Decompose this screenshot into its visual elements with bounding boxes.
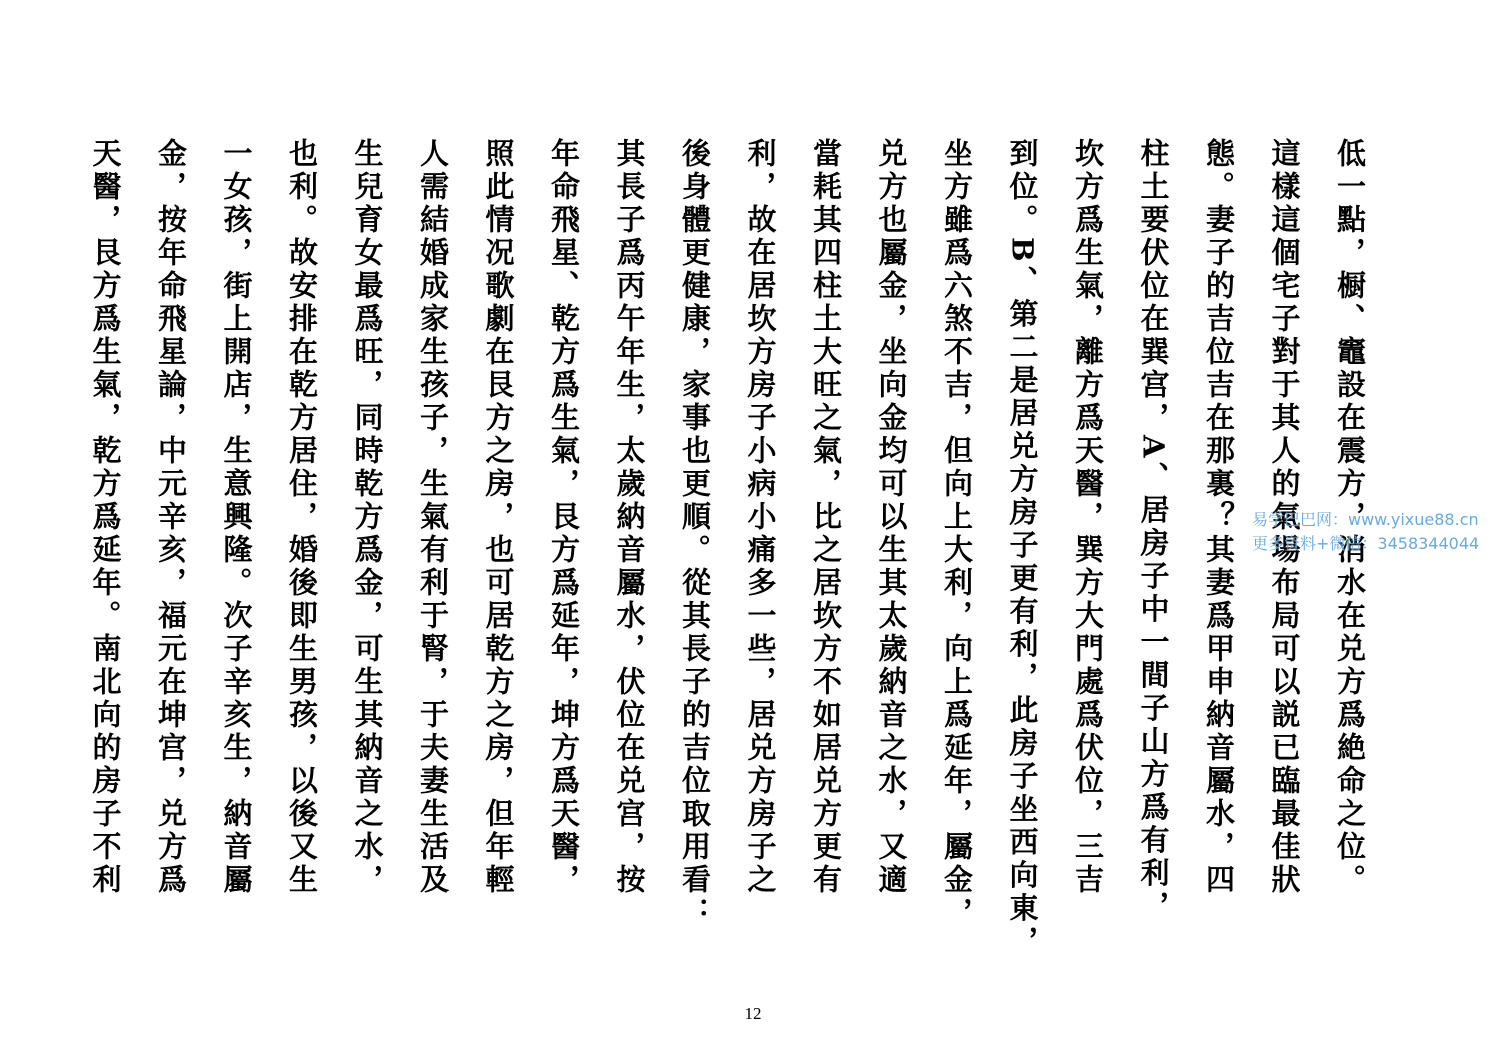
text-column: 兑方也屬金，坐向金均可以生其太歲納音之水，又適 xyxy=(874,138,909,897)
text-column: 其長子爲丙午年生，太歲納音屬水，伏位在兑宫，按 xyxy=(612,138,647,897)
text-column: 坎方爲生氣，離方爲天醫，巽方大門處爲伏位，三吉 xyxy=(1071,138,1105,897)
text-column: 低一點，橱、竈設在震方，消水在兑方爲絶命之位。 xyxy=(1333,138,1367,897)
text-column: 金，按年命飛星論，中元辛亥，福元在坤宫，兑方爲 xyxy=(154,138,188,897)
text-column: 坐方雖爲六煞不吉，但向上大利，向上爲延年，屬金， xyxy=(940,138,974,930)
text-column: 天醫，艮方爲生氣，乾方爲延年。南北向的房子不利 xyxy=(88,138,123,897)
text-column: 柱土要伏位在巽宫，A、居房子中一間子山方爲有利， xyxy=(1136,138,1171,924)
text-column: 生兒育女最爲旺，同時乾方爲金，可生其納音之水， xyxy=(350,138,385,897)
watermark-line: 易学巴巴网：www.yixue88.cn xyxy=(1252,510,1479,529)
text-column: 後身體更健康，家事也更順。從其長子的吉位取用看： xyxy=(678,138,712,930)
page-number: 12 xyxy=(744,1004,762,1023)
text-column: 年命飛星、乾方爲生氣，艮方爲延年，坤方爲天醫， xyxy=(547,138,581,897)
watermark-line: 更多资料+微信：3458344044 xyxy=(1252,534,1480,553)
text-column: 也利。故安排在乾方居住，婚後即生男孩，以後又生 xyxy=(285,138,319,897)
text-column: 一女孩，街上開店，生意興隆。次子辛亥生，納音屬 xyxy=(219,138,254,897)
text-column: 人需結婚成家生孩子，生氣有利于腎，于夫妻生活及 xyxy=(416,138,450,897)
site-watermark xyxy=(1252,508,1479,556)
vertical-text-body xyxy=(88,138,1382,959)
text-column: 這樣這個宅子對于其人的氣場布局可以説已臨最佳狀 xyxy=(1267,138,1302,897)
text-column: 當耗其四柱土大旺之氣，比之居坎方不如居兑方更有 xyxy=(809,138,843,897)
text-column: 到位。B、第二是居兑方房子更有利，此房子坐西向東， xyxy=(1005,138,1040,959)
text-column: 照此情况歌劇在艮方之房，也可居乾方之房，但年輕 xyxy=(481,138,516,897)
text-column: 利，故在居坎方房子小病小痛多一些，居兑方房子之 xyxy=(743,138,778,897)
text-column: 態。妻子的吉位吉在那裏？其妻爲甲申納音屬水，四 xyxy=(1202,138,1236,897)
